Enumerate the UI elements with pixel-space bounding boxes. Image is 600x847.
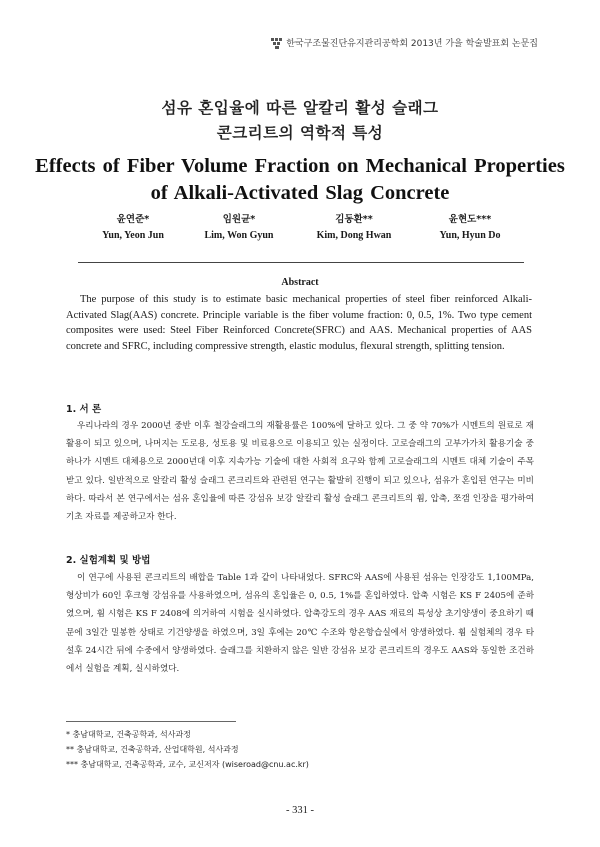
author-2-english-name: Lim, Won Gyun bbox=[204, 230, 274, 241]
korean-title-line-2: 콘크리트의 역학적 특성 bbox=[216, 124, 384, 142]
author-1-english-name: Yun, Yeon Jun bbox=[102, 230, 164, 241]
journal-header-text: 한국구조물진단유지관리공학회 2013년 가을 학술발표회 논문집 bbox=[286, 39, 538, 49]
section-2-text: 이 연구에 사용된 콘크리트의 배합을 Table 1과 같이 나타내었다. SFRC와 AAS에 사용된 섬유는 인장강도 1,100MPa, 형상비가 60인 후크형 강섬유를 사용하였으며, 섬유의 혼입율은 0, 0.5, 1%를 혼입하였다. 압축 시험은 KS F 2405에 준하였으며, 휨 시험은 KS F 2408에 의거하여 시험을 실시하였다. 압축강도의 경우 AAS 재료의 특성상 초기양생이 중요하기 때문에 3일간 밀봉한 상태로 기건양생을 하였으며, 3일 후에는 20℃ 수조와 항온항습실에서 양생하였다. 휨 실험체의 경우 타설후 24시간 뒤에 수중에서 양생하였다. 슬래그를 치환하지 않은 일반 강섬유 보강 콘크리트의 경우도 AAS와 동일한 조건하에서 실험을 계획, 실시하였다. bbox=[66, 573, 534, 675]
page-number: - 331 - bbox=[286, 805, 314, 816]
title-divider bbox=[78, 262, 524, 263]
abstract-text: The purpose of this study is to estimate basic mechanical properties of steel fiber reinforced Alkali-Activated Slag(AAS) concrete. Principle variable is the fiber volume fraction: 0, 0.5, 1%. Two type cement composites were used: Steel Fiber Reinforced Concrete(SFRC) and AAS. Mechanical properties of AAS concrete and SFRC, including compressive strength, elastic modulus, flexural strength, splitting tension. bbox=[66, 294, 532, 352]
author-list bbox=[78, 211, 528, 251]
author-3 bbox=[299, 211, 409, 241]
footnote-divider bbox=[66, 721, 236, 722]
english-title-line-1: Effects of Fiber Volume Fraction on Mechanical Properties bbox=[35, 155, 565, 177]
footnote-3: *** 충남대학교, 건축공학과, 교수, 교신저자 (wiseroad@cnu.ac.kr) bbox=[66, 760, 309, 769]
footnotes bbox=[66, 727, 309, 772]
author-3-english-name: Kim, Dong Hwan bbox=[316, 230, 392, 241]
english-title-line-2: of Alkali-Activated Slag Concrete bbox=[150, 182, 450, 204]
journal-header bbox=[271, 36, 538, 49]
footnote-2: ** 충남대학교, 건축공학과, 산업대학원, 석사과정 bbox=[66, 745, 239, 754]
author-2-korean-name: 임원균* bbox=[222, 214, 256, 225]
society-logo-icon bbox=[271, 38, 283, 48]
author-1 bbox=[78, 211, 188, 241]
author-4 bbox=[415, 211, 525, 241]
author-4-korean-name: 윤현도*** bbox=[448, 214, 492, 225]
section-1-heading: 1. 서 론 bbox=[66, 404, 102, 415]
author-4-english-name: Yun, Hyun Do bbox=[439, 230, 501, 241]
korean-title-line-1: 섬유 혼입율에 따른 알칼리 활성 슬래그 bbox=[161, 99, 439, 117]
author-2 bbox=[184, 211, 294, 241]
section-1-text: 우리나라의 경우 2000년 중반 이후 철강슬래그의 재활용률은 100%에 달하고 있다. 그 중 약 70%가 시멘트의 원료로 재활용이 되고 있으며, 나머지는 도로용, 성토용 및 비료용으로 이용되고 있는 실정이다. 고로슬래그의 고부가가치 활용기술 중 하나가 시멘트 대체용으로 2000년대 이후 지속가능 기술에 대한 사회적 요구와 함께 고로슬래그의 시멘트 대체 기술이 주목받고 있다. 일반적으로 알칼리 활성 슬래그 콘크리트와 관련된 연구는 활발히 진행이 되고 있으나, 섬유가 혼입된 연구는 미비하다. 따라서 본 연구에서는 섬유 혼입율에 따른 강섬유 보강 알칼리 활성 슬래그 콘크리트의 휨, 압축, 쪼갬 인장을 평가하여 기초 자료를 제공하고자 한다. bbox=[66, 421, 534, 523]
author-3-korean-name: 김동환** bbox=[335, 214, 373, 225]
author-1-korean-name: 윤연준* bbox=[116, 214, 150, 225]
abstract-heading: Abstract bbox=[281, 277, 319, 288]
footnote-1: * 충남대학교, 건축공학과, 석사과정 bbox=[66, 730, 191, 739]
section-2-heading: 2. 실험계획 및 방법 bbox=[66, 555, 151, 566]
